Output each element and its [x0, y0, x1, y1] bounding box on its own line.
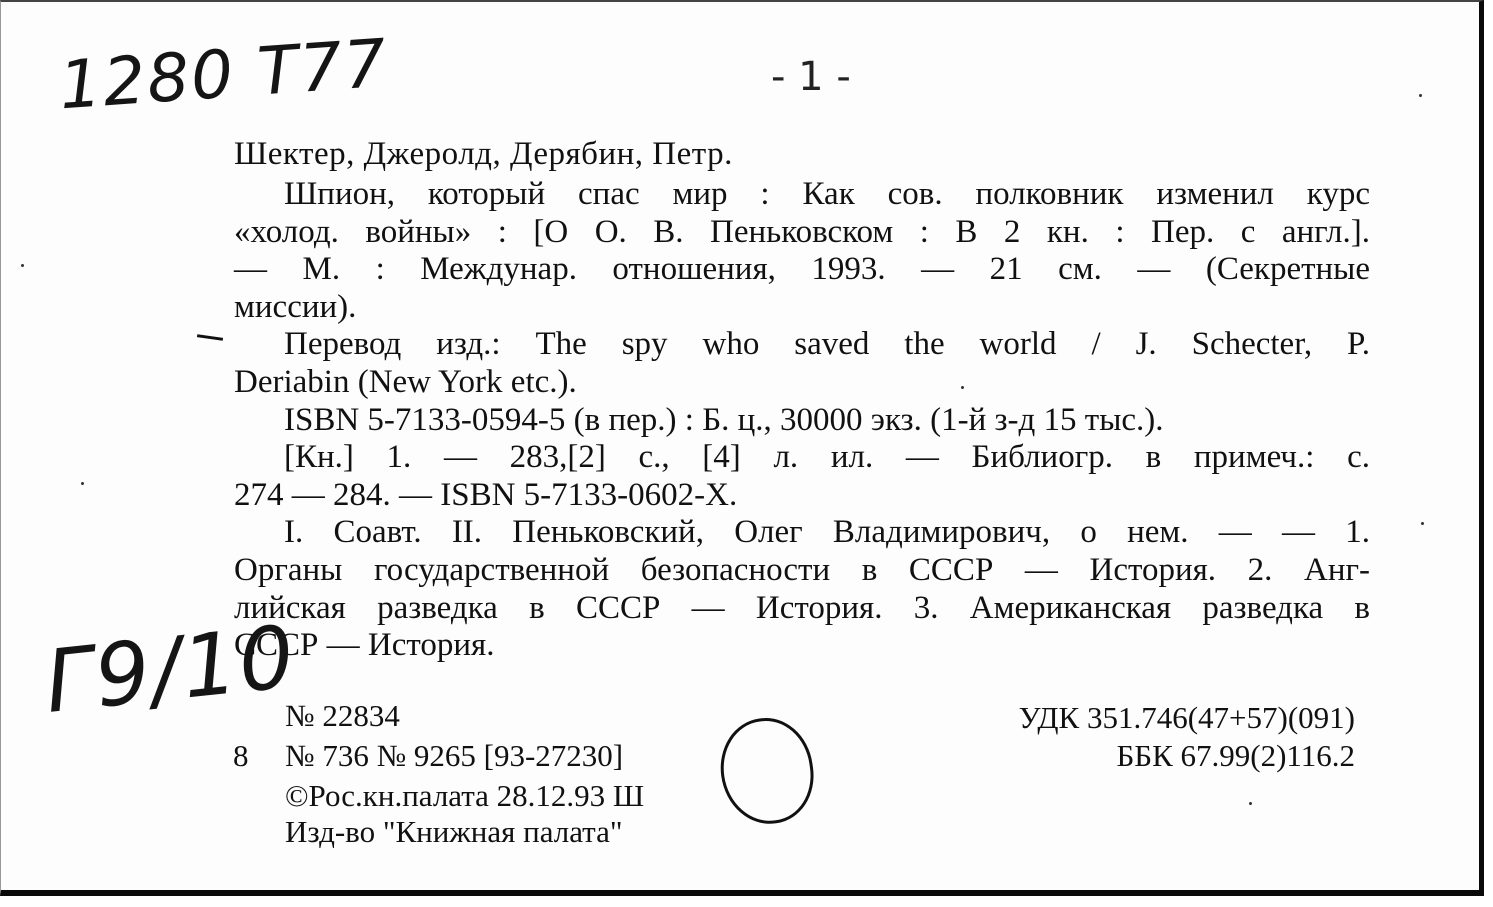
- page-marker: - 1 -: [771, 54, 851, 100]
- title-line-2: «холод. войны» : [О О. В. Пеньковском : В 2 кн. : Пер. с англ.].: [234, 213, 1370, 250]
- book-chamber-line: ©Рос.кн.палата 28.12.93 Ш: [285, 778, 645, 813]
- subject-line-4: СССР — История.: [234, 627, 495, 664]
- bbk-code: ББК 67.99(2)116.2: [1116, 738, 1355, 773]
- subject-line-2: Органы государственной безопасности в СССР — История. 2. Анг-: [234, 551, 1370, 588]
- scan-speck: [21, 264, 24, 267]
- margin-dash-mark: [197, 334, 223, 341]
- handwritten-shelf-mark: Г9/10: [40, 607, 301, 733]
- title-line-4: миссии).: [234, 288, 357, 325]
- isbn-line: ISBN 5-7133-0594-5 (в пер.) : Б. ц., 30000 экз. (1-й з-д 15 тыс.).: [284, 401, 1164, 438]
- bibliographic-description: [234, 176, 1370, 665]
- translation-line-1: Перевод изд.: The spy who saved the world / J. Schecter, P.: [284, 326, 1370, 363]
- title-line-3: — М. : Междунар. отношения, 1993. — 21 см. — (Секретные: [234, 251, 1370, 288]
- scan-speck: [1421, 522, 1424, 525]
- publisher-line: Изд-во "Книжная палата": [285, 814, 623, 849]
- handwritten-call-number: 1280 Т77: [56, 24, 391, 125]
- numbers-line: № 736 № 9265 [93-27230]: [285, 738, 624, 773]
- volume-line-2: 274 — 284. — ISBN 5-7133-0602-Х.: [234, 476, 738, 513]
- circle-stamp-mark: [714, 712, 820, 830]
- scan-speck: [1249, 802, 1252, 805]
- udk-code: УДК 351.746(47+57)(091): [1018, 700, 1355, 735]
- translation-line-2: Deriabin (New York etc.).: [234, 363, 577, 400]
- title-line-1: Шпион, который спас мир : Как сов. полковник изменил курс: [284, 176, 1370, 212]
- numbers-line-prefix: 8: [233, 738, 249, 773]
- record-number: № 22834: [285, 698, 400, 733]
- scan-speck: [81, 482, 84, 485]
- subject-line-3: лийская разведка в СССР — История. 3. Американская разведка в: [234, 589, 1370, 626]
- main-entry-authors: Шектер, Джеролд, Дерябин, Петр.: [234, 136, 733, 172]
- scan-speck: [1419, 94, 1422, 97]
- volume-line-1: [Кн.] 1. — 283,[2] с., [4] л. ил. — Библиогр. в примеч.: с.: [284, 439, 1370, 476]
- subject-line-1: I. Соавт. II. Пеньковский, Олег Владимирович, о нем. — — 1.: [284, 514, 1370, 551]
- scan-speck: [961, 386, 964, 389]
